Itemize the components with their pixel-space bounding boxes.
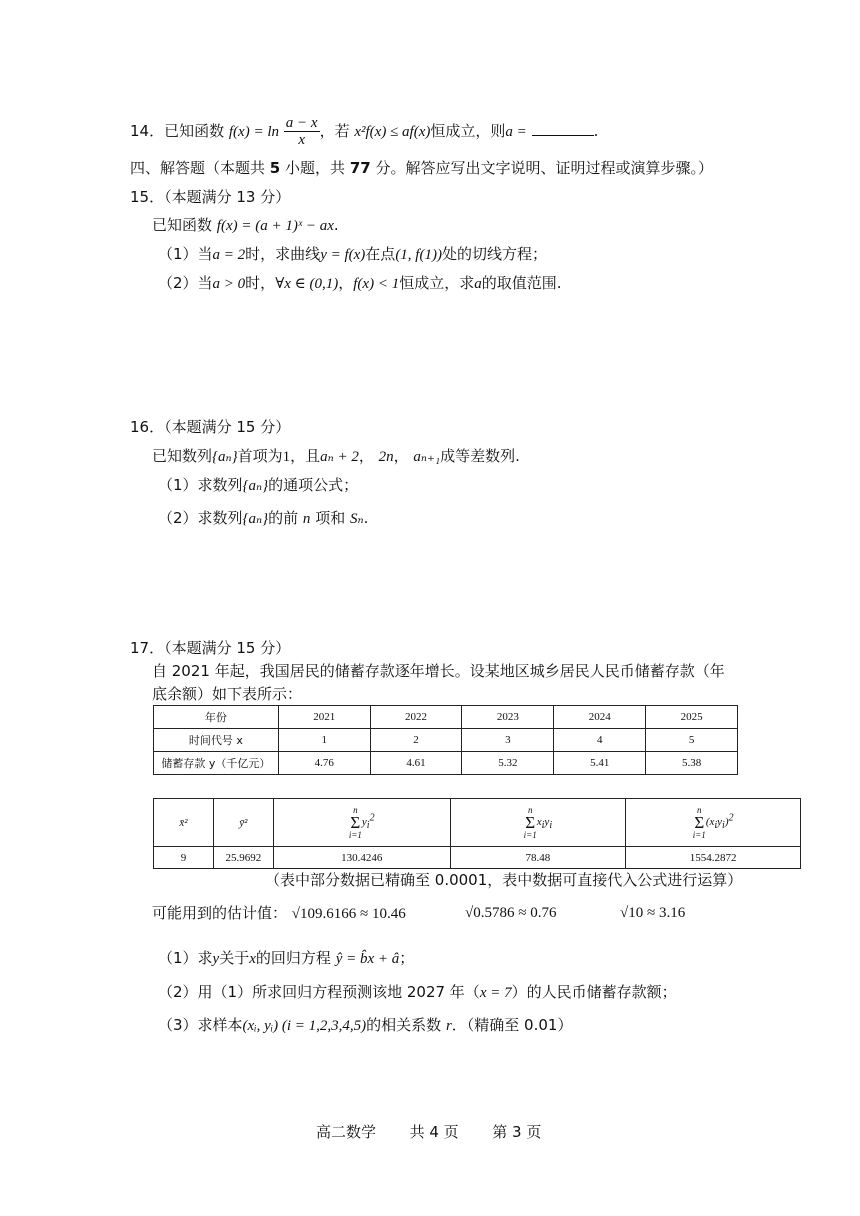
stats-header-row bbox=[154, 799, 801, 847]
q14-line: 14．已知函数 f(x) = ln $\frac{a - x}{x}$ ，若 x²f(x) ≤ af(x)恒成立，则a = . bbox=[130, 115, 599, 148]
footer-subject: 高二数学 bbox=[316, 1123, 377, 1141]
savings-table bbox=[153, 705, 738, 775]
estimate-1: √109.6166 ≈ 10.46 bbox=[291, 906, 406, 922]
q14-inequality: x²f(x) ≤ af(x) bbox=[354, 124, 431, 140]
footer-page-number: 第 3 页 bbox=[492, 1123, 542, 1141]
q15-part-1: （1）当a = 2时，求曲线y = f(x)在点(1, f(1))处的切线方程； bbox=[158, 245, 547, 263]
q15-part-2: （2）当a > 0时，∀x ∈ (0,1)，f(x) < 1恒成立，求a的取值范围. bbox=[158, 274, 562, 292]
q16-part-1: （1）求数列{aₙ}的通项公式； bbox=[158, 476, 359, 494]
estimate-3: √10 ≈ 3.16 bbox=[620, 905, 686, 921]
q17-header: 17．（本题满分 15 分） bbox=[130, 639, 291, 657]
q17-intro-line-2: 底余额）如下表所示： bbox=[152, 685, 303, 703]
q15-stem: 已知函数 f(x) = (a + 1)ˣ − ax. bbox=[152, 216, 339, 234]
y-bar-squared-header: ȳ² bbox=[213, 799, 273, 847]
footer-total-pages: 共 4 页 bbox=[409, 1123, 459, 1141]
statistics-table bbox=[153, 798, 801, 869]
q16-part-2: （2）求数列{aₙ}的前 n 项和 Sₙ. bbox=[158, 509, 369, 527]
estimates-line: 可能用到的估计值： √109.6166 ≈ 10.46 bbox=[152, 904, 406, 922]
table-row-time-code: 时间代号 x 1 2 3 4 5 bbox=[154, 729, 738, 752]
q14-number: 14． bbox=[130, 122, 165, 140]
q14-fraction: $\frac{a - x}{x}$ bbox=[285, 115, 318, 148]
page-footer bbox=[316, 1122, 541, 1142]
q15-header: 15．（本题满分 13 分） bbox=[130, 188, 291, 206]
table-row-year: 年份 2021 2022 2023 2024 2025 bbox=[154, 706, 738, 729]
table-row-savings: 储蓄存款 y（千亿元） 4.76 4.61 5.32 5.41 5.38 bbox=[154, 752, 738, 775]
sum-xy-header: n Σ i=1 $x_iy_i$ bbox=[450, 799, 626, 847]
estimate-2: √0.5786 ≈ 0.76 bbox=[465, 905, 557, 921]
q14-func: f(x) = ln bbox=[228, 124, 279, 140]
x-bar-squared-header: x̄² bbox=[154, 799, 214, 847]
section-4-heading: 四、解答题（本题共 5 小题，共 77 分。解答应写出文字说明、证明过程或演算步骤。） bbox=[130, 159, 713, 177]
q17-part-2: （2）用（1）所求回归方程预测该地 2027 年（x = 7）的人民币储蓄存款额； bbox=[158, 983, 677, 1001]
q17-intro-line-1: 自 2021 年起，我国居民的储蓄存款逐年增长。设某地区城乡居民人民币储蓄存款（年 bbox=[152, 662, 725, 680]
table-note: （表中部分数据已精确至 0.0001，表中数据可直接代入公式进行运算） bbox=[265, 871, 743, 889]
q16-stem: 已知数列{aₙ}首项为1，且aₙ + 2， 2n， aₙ₊₁成等差数列. bbox=[152, 447, 520, 465]
q17-part-1: （1）求y关于x的回归方程 ŷ = b̂x + â； bbox=[158, 949, 415, 967]
q16-header: 16．（本题满分 15 分） bbox=[130, 418, 291, 436]
q17-part-3: （3）求样本(xᵢ, yᵢ) (i = 1,2,3,4,5)的相关系数 r．（精确至 0.01） bbox=[158, 1016, 573, 1034]
stats-value-row: 9 25.9692 130.4246 78.48 1554.2872 bbox=[154, 847, 801, 869]
sum-xy-squared-header: n Σ i=1 $(x_iy_i)^2$ bbox=[626, 799, 801, 847]
sum-y-squared-header: n Σ i=1 $y_i^2$ bbox=[273, 799, 450, 847]
q14-answer-blank[interactable] bbox=[532, 121, 594, 136]
